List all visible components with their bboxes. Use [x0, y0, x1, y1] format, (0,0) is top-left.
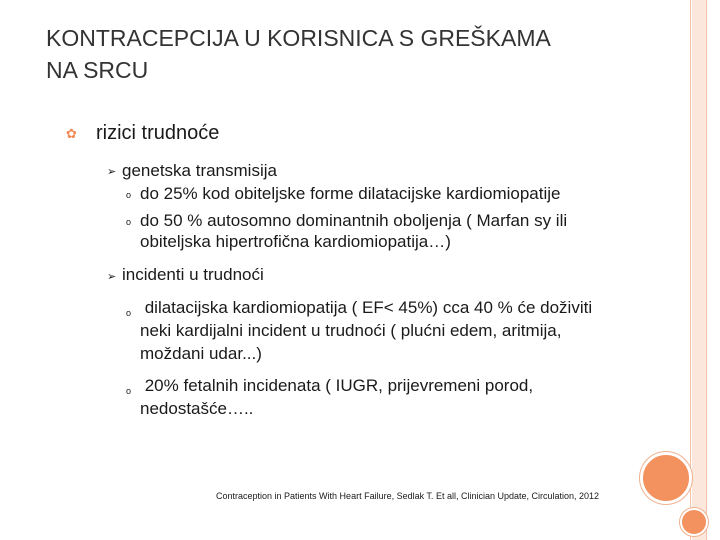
detail-1-2-line-1: do 50 % autosomno dominantnih oboljenja ( Marfan sy ili — [140, 211, 568, 230]
detail-1-2-line-2: obiteljska hipertrofična kardiomiopatija…) — [140, 232, 451, 251]
detail-2-2-line-2: nedostašće….. — [140, 399, 254, 418]
title-line-2: NA SRCU — [46, 57, 149, 83]
citation: Contraception in Patients With Heart Failure, Sedlak T. Et all, Clinician Update, Circulation, 2012 — [216, 491, 600, 501]
circle-bullet-icon: o — [126, 217, 132, 227]
circle-bullet-icon: o — [126, 386, 132, 396]
arrow-bullet-icon: ➢ — [107, 166, 117, 178]
detail-2-1-line-3: moždani udar...) — [140, 344, 262, 363]
detail-1-1-line-1: do 25% kod obiteljske forme dilatacijske kardiomiopatije — [140, 184, 561, 203]
detail-2-2-line-1: 20% fetalnih incidenata ( IUGR, prijevremeni porod, — [140, 376, 534, 395]
sub-item-1-text: genetska transmisija — [122, 161, 277, 180]
detail-2-1-line-1: dilatacijska kardiomiopatija ( EF< 45%) cca 40 % će doživiti — [140, 298, 593, 317]
decorative-band — [692, 0, 706, 540]
flower-bullet-icon: ✿ — [66, 126, 77, 141]
band-border-left — [690, 0, 691, 540]
main-bullet-text: rizici trudnoće — [96, 122, 220, 144]
decorative-circle-small — [680, 508, 708, 536]
circle-bullet-icon: o — [126, 190, 132, 200]
title-line-1: KONTRACEPCIJA U KORISNICA S GREŠKAMA — [46, 25, 551, 51]
arrow-bullet-icon: ➢ — [107, 271, 117, 283]
sub-item-2-text: incidenti u trudnoći — [122, 265, 264, 284]
slide-title — [46, 22, 686, 86]
detail-2-1-line-2: neki kardijalni incident u trudnoći ( plućni edem, aritmija, — [140, 321, 562, 340]
band-border-right — [706, 0, 707, 540]
circle-bullet-icon: o — [126, 308, 132, 318]
